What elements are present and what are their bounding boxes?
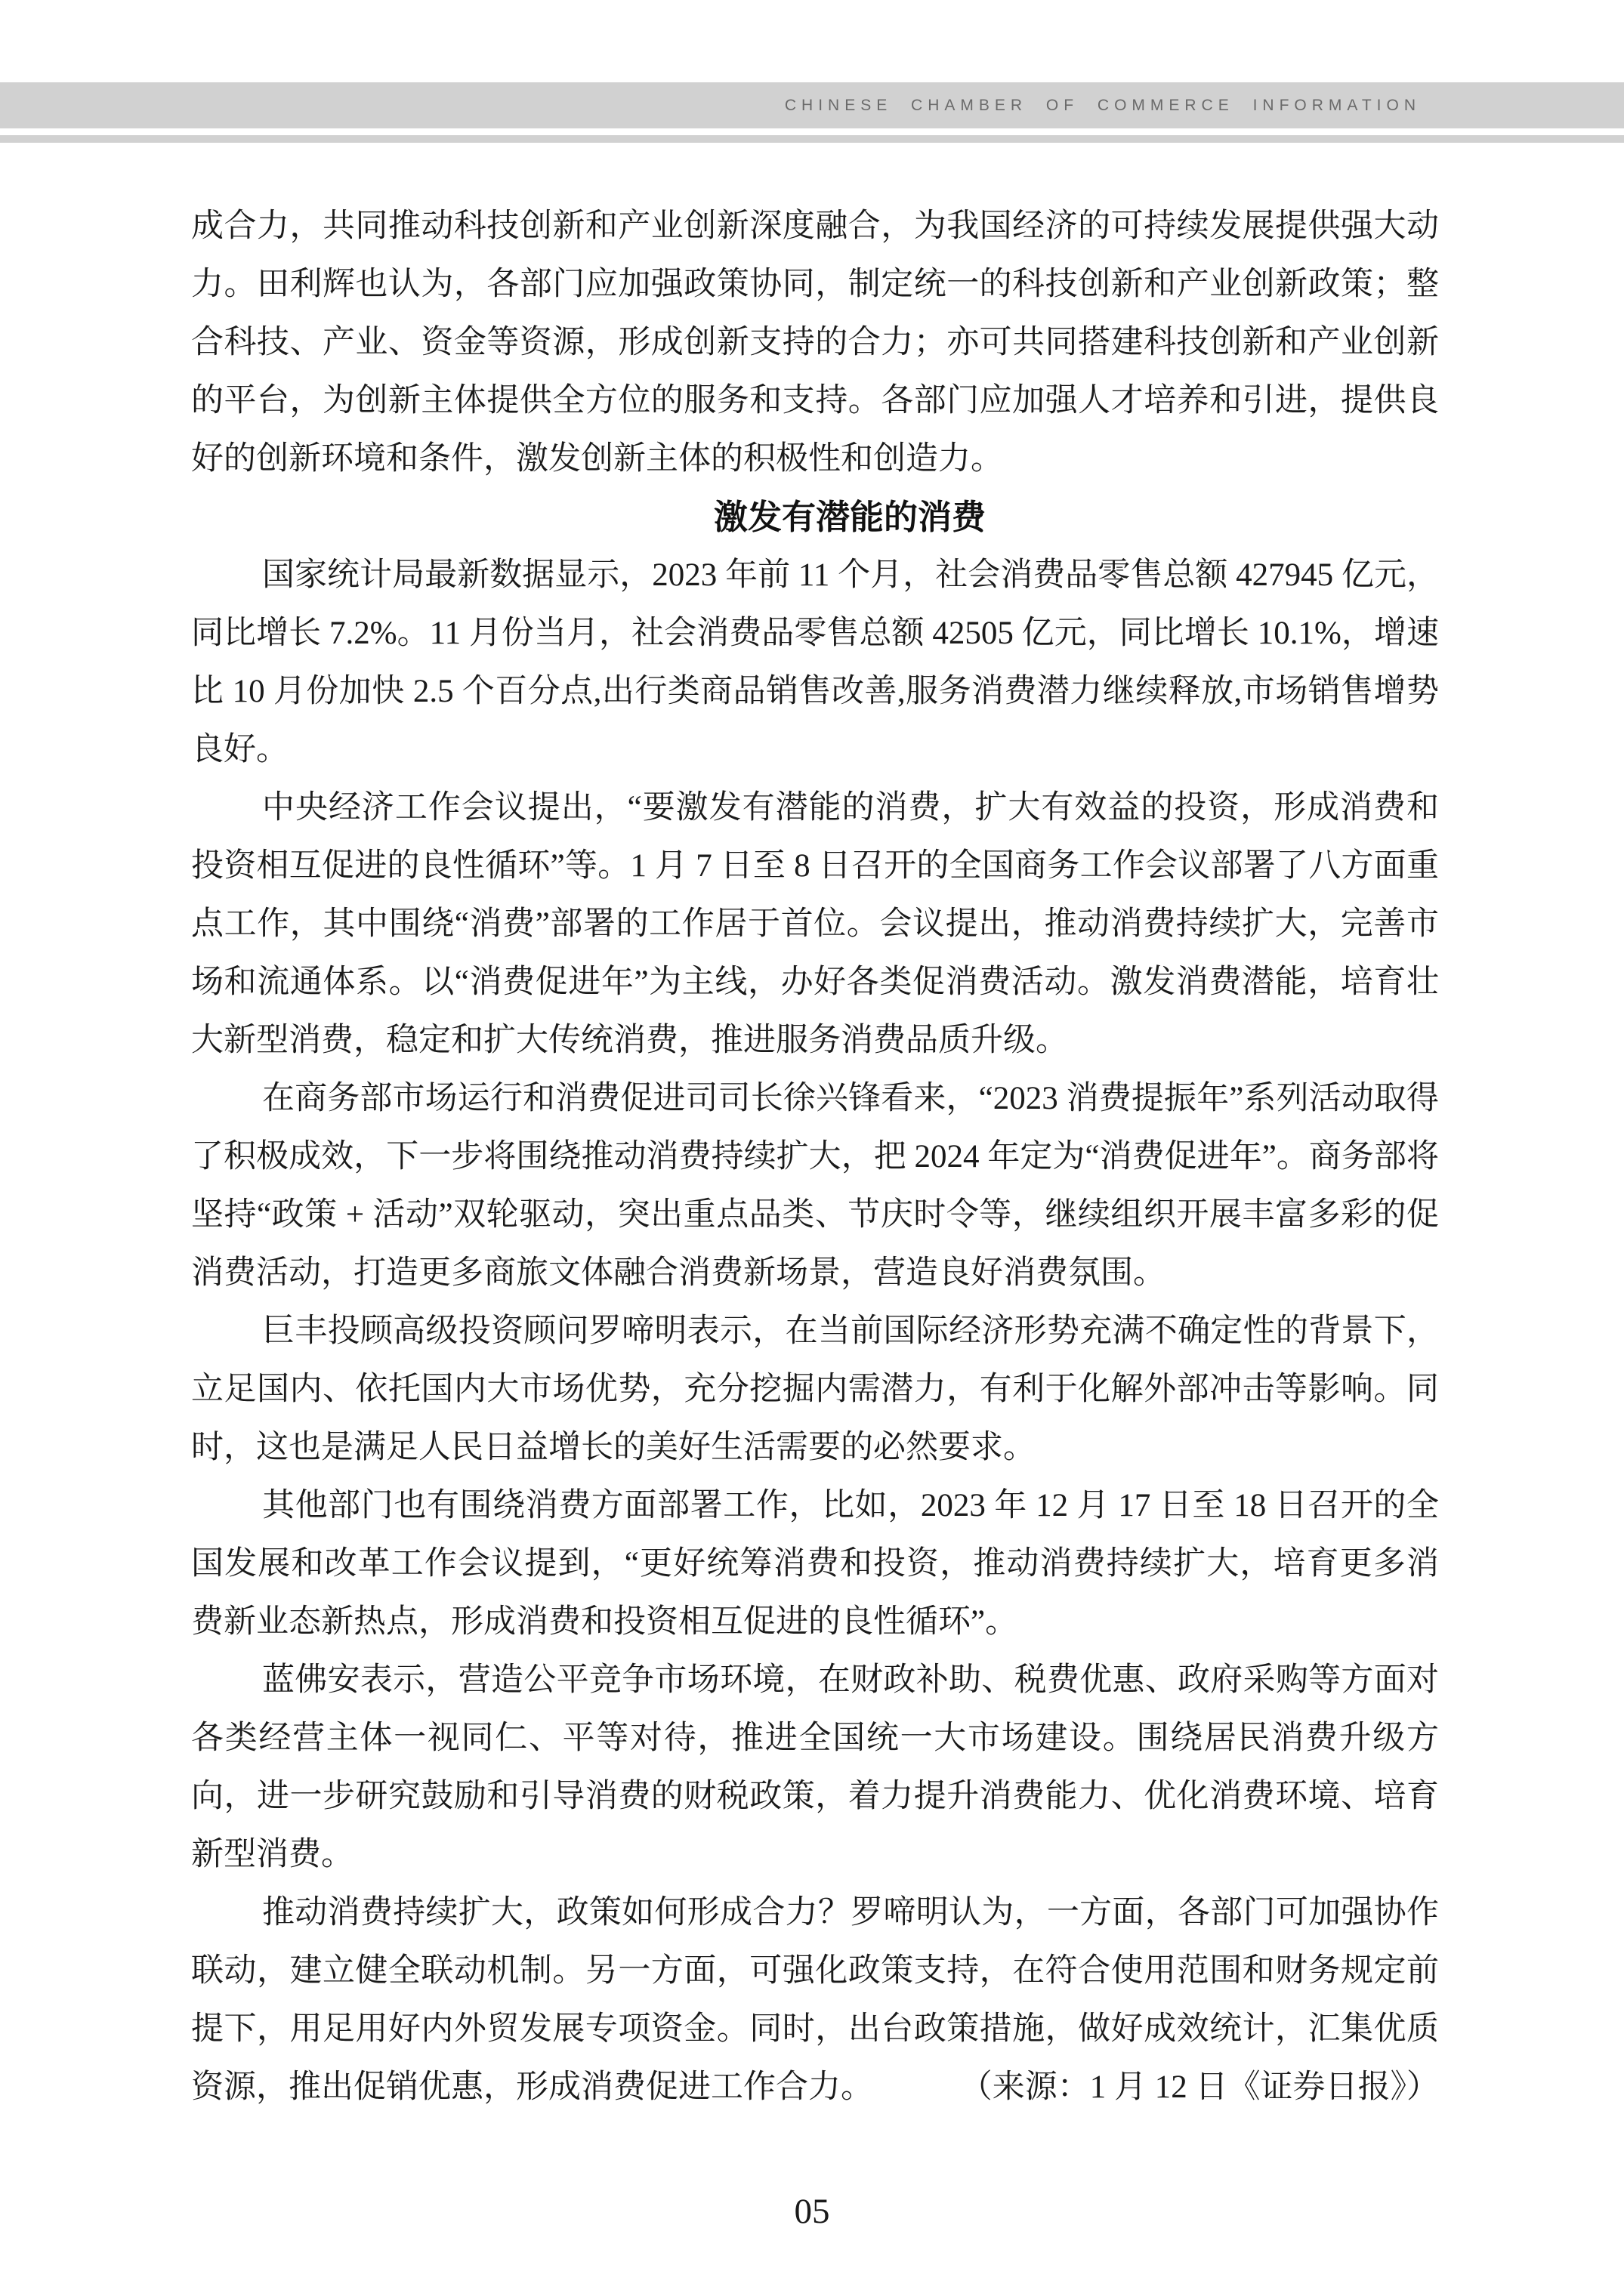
paragraph-text: 推动消费持续扩大，政策如何形成合力？罗啼明认为，一方面，各部门可加强协作联动，建立健全联动机制。另一方面，可强化政策支持，在符合使用范围和财务规定前提下，用足用好内外贸发展专项资金。同时，出台政策措施，做好成效统计，汇集优质资源，推出促销优惠，形成消费促进工作合力。 <box>191 1895 1439 2105</box>
paragraph: 中央经济工作会议提出，“要激发有潜能的消费，扩大有效益的投资，形成消费和投资相互促进的良性循环”等。1 月 7 日至 8 日召开的全国商务工作会议部署了八方面重点工作，其中围绕“消费”部署的工作居于首位。会议提出，推动消费持续扩大，完善市场和流通体系。以“消费促进年”为主线，办好各类促消费活动。激发消费潜能，培育壮大新型消费，稳定和扩大传统消费，推进服务消费品质升级。 <box>191 790 1439 1058</box>
header-band-rule <box>0 135 1624 143</box>
paragraph: 在商务部市场运行和消费促进司司长徐兴锋看来，“2023 消费提振年”系列活动取得了积极成效，下一步将围绕推动消费持续扩大，把 2024 年定为“消费促进年”。商务部将坚持“政策 + 活动”双轮驱动，突出重点品类、节庆时令等，继续组织开展丰富多彩的促消费活动，打造更多商旅文体融合消费新场景，营造良好消费氛围。 <box>191 1081 1439 1291</box>
source-attribution: （来源：1 月 12 日《证券日报》） <box>959 2069 1439 2105</box>
section-heading: 激发有潜能的消费 <box>713 498 986 536</box>
paragraph <box>191 1884 1439 2116</box>
paragraph: 巨丰投顾高级投资顾问罗啼明表示，在当前国际经济形势充满不确定性的背景下，立足国内、依托国内大市场优势，充分挖掘内需潜力，有利于化解外部冲击等影响。同时，这也是满足人民日益增长的美好生活需要的必然要求。 <box>191 1313 1439 1465</box>
paragraph: 其他部门也有围绕消费方面部署工作，比如，2023 年 12 月 17 日至 18 日召开的全国发展和改革工作会议提到，“更好统筹消费和投资，推动消费持续扩大，培育更多消费新业态新热点，形成消费和投资相互促进的良性循环”。 <box>191 1488 1439 1640</box>
header-banner-text: CHINESE CHAMBER OF COMMERCE INFORMATION <box>784 96 1421 114</box>
paragraph: 国家统计局最新数据显示，2023 年前 11 个月，社会消费品零售总额 427945 亿元，同比增长 7.2%。11 月份当月，社会消费品零售总额 42505 亿元，同比增长 10.1%，增速比 10 月份加快 2.5 个百分点,出行类商品销售改善,服务消费潜力继续释放,市场销售增势良好。 <box>191 557 1439 767</box>
article-body <box>191 197 1439 2116</box>
paragraph: 蓝佛安表示，营造公平竞争市场环境，在财政补助、税费优惠、政府采购等方面对各类经营主体一视同仁、平等对待，推进全国统一大市场建设。围绕居民消费升级方向，进一步研究鼓励和引导消费的财税政策，着力提升消费能力、优化消费环境、培育新型消费。 <box>191 1662 1439 1872</box>
header-band <box>0 82 1624 128</box>
paragraph-continued: 成合力，共同推动科技创新和产业创新深度融合，为我国经济的可持续发展提供强大动力。田利辉也认为，各部门应加强政策协同，制定统一的科技创新和产业创新政策；整合科技、产业、资金等资源，形成创新支持的合力；亦可共同搭建科技创新和产业创新的平台，为创新主体提供全方位的服务和支持。各部门应加强人才培养和引进，提供良好的创新环境和条件，激发创新主体的积极性和创造力。 <box>191 208 1439 477</box>
page-number: 05 <box>794 2192 830 2231</box>
